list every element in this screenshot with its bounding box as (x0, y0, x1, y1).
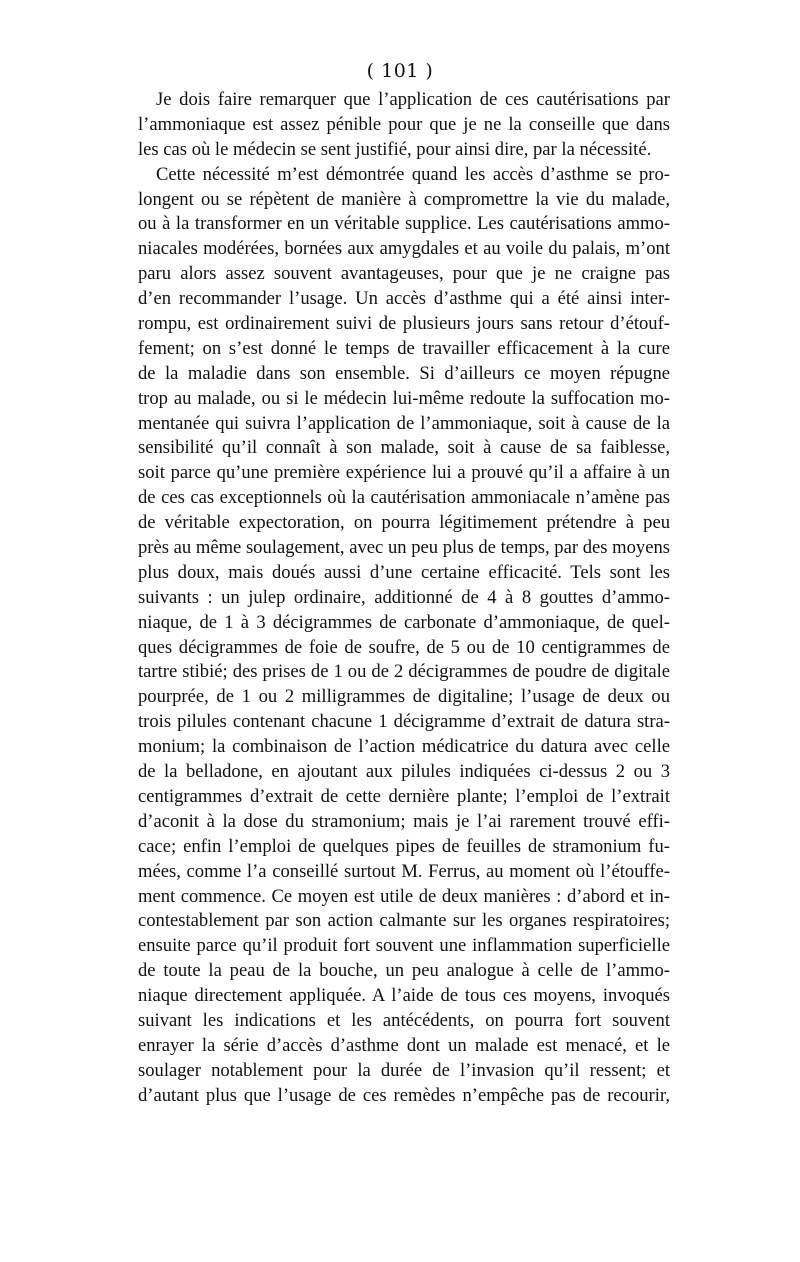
text-line: contestablement par son action calmante sur les organes respiratoires; (138, 910, 670, 932)
text-line: d’autant plus que l’usage de ces remèdes n’empêche pas de recourir, (138, 1084, 670, 1106)
text-line: pourprée, de 1 ou 2 milligrammes de digitaline; l’usage de deux ou (138, 686, 670, 708)
text-line: Cette nécessité m’est démontrée quand les accès d’asthme se pro- (156, 163, 670, 185)
text-line: ment commence. Ce moyen est utile de deux manières : d’abord et in- (138, 885, 670, 907)
text-line: niaque directement appliquée. A l’aide de tous ces moyens, invoqués (138, 985, 670, 1007)
text-line: niacales modérées, bornées aux amygdales et au voile du palais, m’ont (138, 238, 670, 260)
text-line: monium; la combinaison de l’action médicatrice du datura avec celle (138, 736, 670, 758)
text-line: ensuite parce qu’il produit fort souvent une inflammation superficielle (138, 935, 670, 957)
text-line: d’en recommander l’usage. Un accès d’asthme qui a été ainsi inter- (138, 288, 670, 310)
text-line: l’ammoniaque est assez pénible pour que je ne la conseille que dans (138, 113, 670, 135)
text-line: soulager notablement pour la durée de l’invasion qu’il ressent; et (138, 1059, 670, 1081)
page-number: ( 101 ) (366, 60, 434, 82)
text-line: soit parce qu’une première expérience lui a prouvé qu’il a affaire à un (138, 462, 670, 484)
text-line: les cas où le médecin se sent justifié, pour ainsi dire, par la nécessité. (138, 138, 652, 160)
text-line: près au même soulagement, avec un peu plus de temps, par des moyens (138, 537, 670, 559)
text-line: enrayer la série d’accès d’asthme dont un malade est menacé, et le (138, 1034, 670, 1056)
text-line: d’aconit à la dose du stramonium; mais je l’ai rarement trouvé effi- (138, 810, 670, 832)
text-line: mentanée qui suivra l’application de l’ammoniaque, soit à cause de la (138, 412, 670, 434)
text-line: de toute la peau de la bouche, un peu analogue à celle de l’ammo- (138, 960, 670, 982)
text-line: fement; on s’est donné le temps de travailler efficacement à la cure (138, 337, 670, 359)
text-line: de ces cas exceptionnels où la cautérisation ammoniacale n’amène pas (138, 487, 670, 509)
body-text (138, 88, 670, 1109)
text-line: paru alors assez souvent avantageuses, pour que je ne craigne pas (138, 263, 670, 285)
text-line: longent ou se répètent de manière à compromettre la vie du malade, (138, 188, 670, 210)
text-line: Je dois faire remarquer que l’application de ces cautérisations par (156, 89, 670, 110)
text-line: rompu, est ordinairement suivi de plusieurs jours sans retour d’étouf- (138, 313, 670, 335)
text-line: suivants : un julep ordinaire, additionné de 4 à 8 gouttes d’ammo- (138, 586, 670, 608)
text-line: ques décigrammes de foie de soufre, de 5 ou de 10 centigrammes de (138, 636, 670, 658)
text-line: de véritable expectoration, on pourra légitimement prétendre à peu (138, 512, 670, 534)
text-line: de la belladone, en ajoutant aux pilules indiquées ci-dessus 2 ou 3 (138, 761, 670, 783)
text-line: sensibilité qu’il connaît à son malade, soit à cause de sa faiblesse, (138, 437, 670, 459)
text-line: trop au malade, ou si le médecin lui-même redoute la suffocation mo- (138, 387, 670, 409)
text-line: centigrammes d’extrait de cette dernière plante; l’emploi de l’extrait (138, 785, 670, 807)
text-line: de la maladie dans son ensemble. Si d’ailleurs ce moyen répugne (138, 362, 670, 384)
text-line: cace; enfin l’emploi de quelques pipes de feuilles de stramonium fu- (138, 835, 670, 857)
text-line: ou à la transformer en un véritable supplice. Les cautérisations ammo- (138, 213, 670, 235)
text-line: suivant les indications et les antécédents, on pourra fort souvent (138, 1009, 670, 1031)
text-line: mées, comme l’a conseillé surtout M. Ferrus, au moment où l’étouffe- (138, 860, 670, 882)
text-line: trois pilules contenant chacune 1 décigramme d’extrait de datura stra- (138, 711, 670, 733)
text-line: niaque, de 1 à 3 décigrammes de carbonate d’ammoniaque, de quel- (138, 611, 670, 633)
text-line: tartre stibié; des prises de 1 ou de 2 décigrammes de poudre de digitale (138, 661, 670, 683)
text-line: plus doux, mais doués aussi d’une certaine efficacité. Tels sont les (138, 561, 670, 583)
